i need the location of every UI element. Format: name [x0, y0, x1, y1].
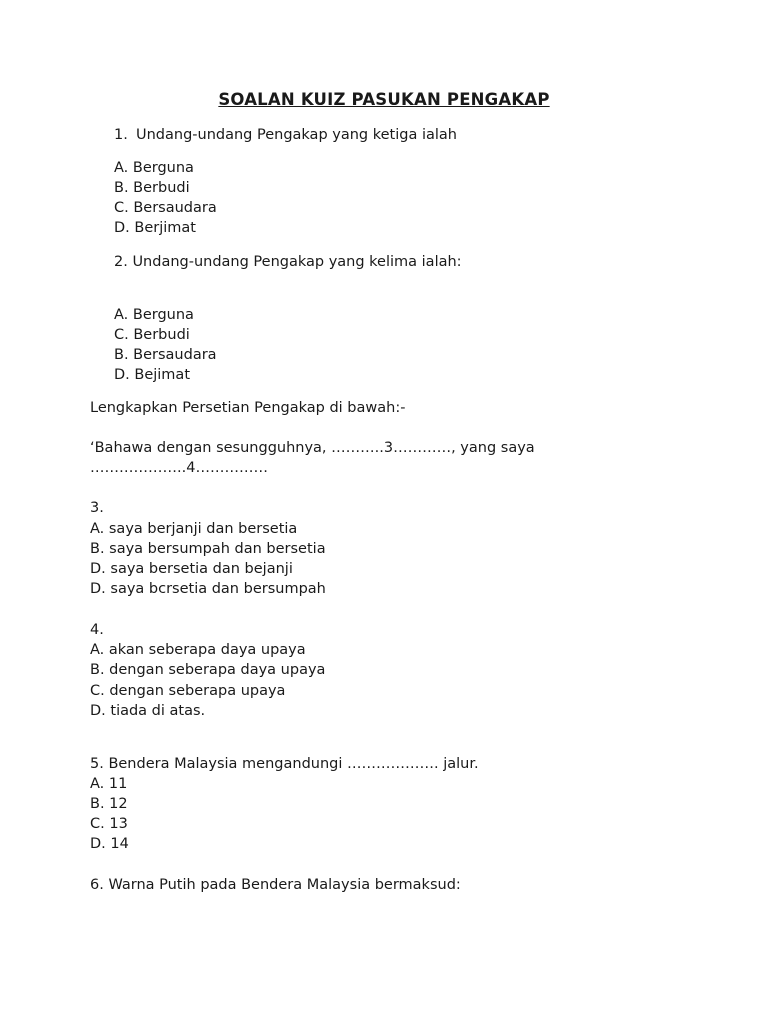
- question-4-number: 4.: [90, 622, 104, 638]
- instruction-text: Lengkapkan Persetian Pengakap di bawah:-: [90, 400, 406, 416]
- question-5-option-c: C. 13: [90, 816, 128, 832]
- question-1-option-b: B. Berbudi: [114, 180, 190, 196]
- question-1-option-a: A. Berguna: [114, 160, 194, 176]
- question-5-text: 5. Bendera Malaysia mengandungi ………………. jalur.: [90, 756, 479, 772]
- question-2-text: 2. Undang-undang Pengakap yang kelima ialah:: [114, 254, 462, 270]
- question-2-option-2: C. Berbudi: [114, 327, 190, 343]
- pledge-line-1: ‘Bahawa dengan sesungguhnya, ………..3…………, yang saya: [90, 440, 535, 456]
- question-4-option-4: D. tiada di atas.: [90, 703, 206, 719]
- question-3-option-2: B. saya bersumpah dan bersetia: [90, 541, 326, 557]
- question-3-option-4: D. saya bcrsetia dan bersumpah: [90, 581, 326, 597]
- question-1-number: 1.: [114, 127, 128, 143]
- page-title: SOALAN KUIZ PASUKAN PENGAKAP: [218, 90, 550, 109]
- question-4-option-3: C. dengan seberapa upaya: [90, 683, 286, 699]
- question-3-option-3: D. saya bersetia dan bejanji: [90, 561, 293, 577]
- question-5-option-d: D. 14: [90, 836, 129, 852]
- question-2-option-3: B. Bersaudara: [114, 347, 217, 363]
- question-1-option-c: C. Bersaudara: [114, 200, 217, 216]
- question-3-number: 3.: [90, 500, 104, 516]
- question-3-option-1: A. saya berjanji dan bersetia: [90, 521, 298, 537]
- question-4-option-2: B. dengan seberapa daya upaya: [90, 662, 326, 678]
- question-1-text: Undang-undang Pengakap yang ketiga ialah: [136, 127, 457, 143]
- question-2-option-1: A. Berguna: [114, 307, 194, 323]
- question-1: [114, 126, 457, 144]
- question-1-option-d: D. Berjimat: [114, 220, 196, 236]
- question-2-option-4: D. Bejimat: [114, 367, 191, 383]
- question-4-option-1: A. akan seberapa daya upaya: [90, 642, 306, 658]
- question-6-text: 6. Warna Putih pada Bendera Malaysia bermaksud:: [90, 877, 461, 893]
- question-5-option-a: A. 11: [90, 776, 128, 792]
- question-5-option-b: B. 12: [90, 796, 128, 812]
- pledge-line-2: ………………..4……………: [90, 460, 268, 476]
